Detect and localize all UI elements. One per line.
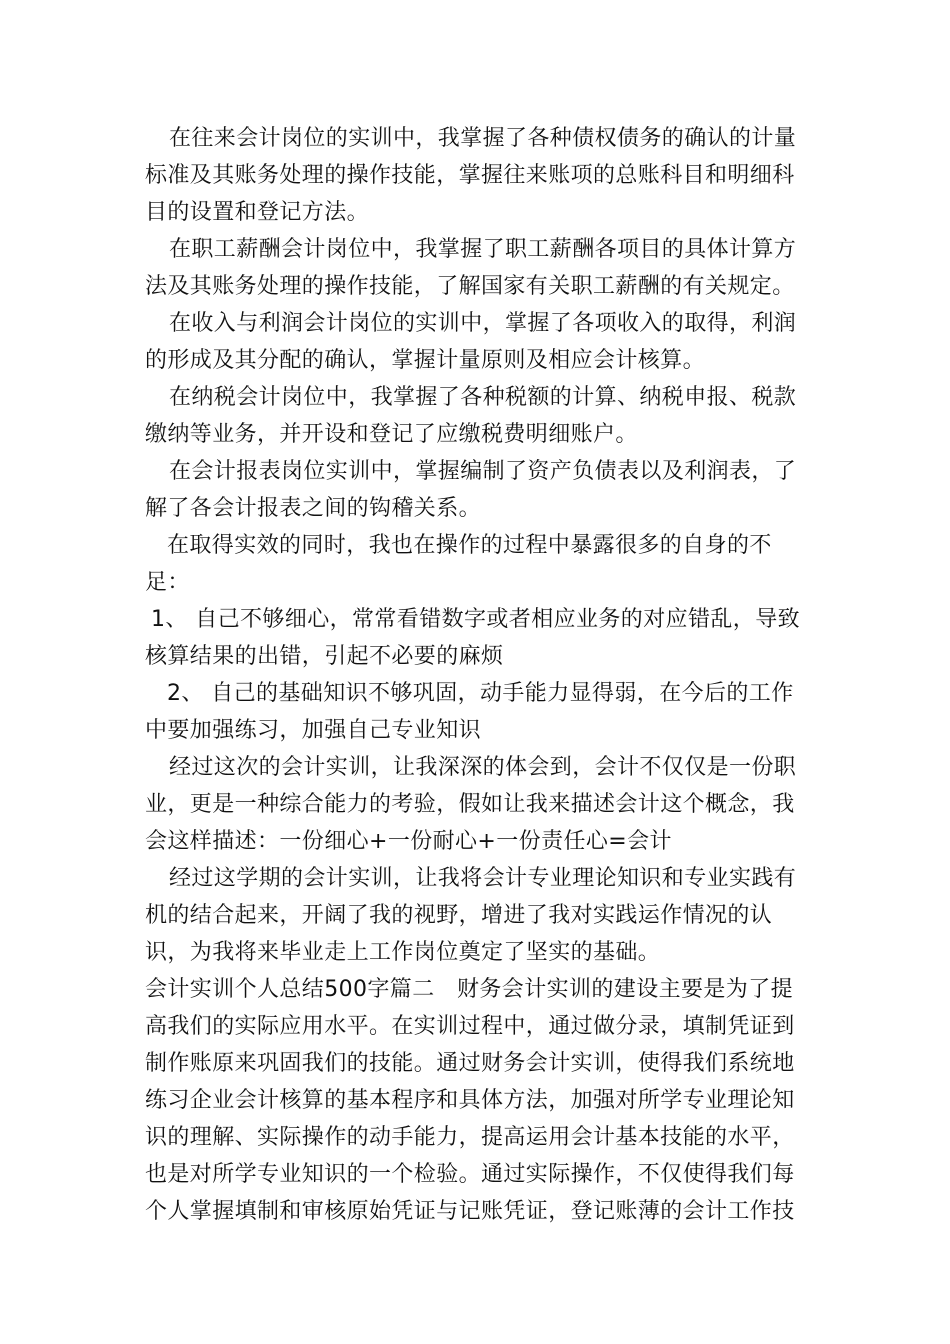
paragraph-shortcomings-intro: 在取得实效的同时，我也在操作的过程中暴露很多的自身的不足： [145,533,772,595]
paragraph-reflection: 经过这次的会计实训，让我深深的体会到，会计不仅仅是一份职业，更是一种综合能力的考验，假如让我来描述会计这个概念，我会这样描述：一份细心+一份耐心+一份责任心=会计 [145,755,797,854]
paragraph-payroll: 在职工薪酬会计岗位中，我掌握了职工薪酬各项目的具体计算方法及其账务处理的操作技能，了解国家有关职工薪酬的有关规定。 [145,237,797,299]
paragraph-part-two: 会计实训个人总结500字篇二 财务会计实训的建设主要是为了提高我们的实际应用水平。在实训过程中，通过做分录，填制凭证到制作账原来巩固我们的技能。通过财务会计实训，使得我们系统地练习企业会计核算的基本程序和具体方法，加强对所学专业理论知识的理解、实际操作的动手能力，提高运用会计基本技能的水平，也是对所学专业知识的一个检验。通过实际操作，不仅使得我们每个人掌握填制和审核原始凭证与记账凭证，登记账薄的会计工作技 [145,977,795,1224]
paragraph-financial-statements: 在会计报表岗位实训中，掌握编制了资产负债表以及利润表，了解了各会计报表之间的钩稽关系。 [145,459,797,521]
paragraph-revenue-profit: 在收入与利润会计岗位的实训中，掌握了各项收入的取得，利润的形成及其分配的确认，掌握计量原则及相应会计核算。 [145,311,797,373]
paragraph-semester-summary: 经过这学期的会计实训，让我将会计专业理论知识和专业实践有机的结合起来，开阔了我的视野，增进了我对实践运作情况的认识，为我将来毕业走上工作岗位奠定了坚实的基础。 [145,866,797,965]
list-item-2: 2、 自己的基础知识不够巩固，动手能力显得弱，在今后的工作中要加强练习，加强自己专业知识 [145,681,794,743]
paragraph-tax: 在纳税会计岗位中，我掌握了各种税额的计算、纳税申报、税款缴纳等业务，并开设和登记了应缴税费明细账户。 [145,385,797,447]
paragraph-receivables-payables: 在往来会计岗位的实训中，我掌握了各种债权债务的确认的计量标准及其账务处理的操作技能，掌握往来账项的总账科目和明细科目的设置和登记方法。 [145,126,797,225]
list-item-1: 1、 自己不够细心，常常看错数字或者相应业务的对应错乱，导致核算结果的出错，引起不必要的麻烦 [145,607,800,669]
document-body [145,120,815,1230]
